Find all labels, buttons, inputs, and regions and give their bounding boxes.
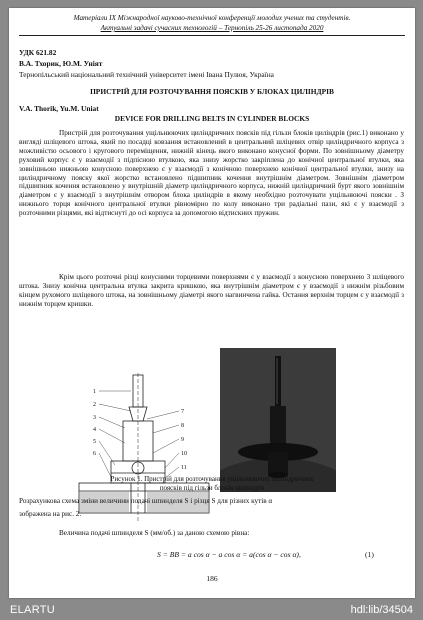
paragraph-4: Величина подачі шпинделя S (мм/об.) за даною схемою рівна:: [59, 529, 250, 537]
udk-code: УДК 621.82: [19, 48, 57, 57]
figure-label-11: 11: [181, 465, 187, 471]
figure-label-2: 2: [93, 402, 96, 408]
repository-label: ELARTU: [10, 604, 55, 616]
figure-label-7: 7: [181, 409, 184, 415]
paragraph-1: Пристрій для розточування ущільнюючих циліндричних поясків під гільзи блоків циліндрів (рис.1) виконано у вигляді шліцевого штока, який по посадці ковзання встановлений в центральний шліцевих отвір циліндричного корпуса з можливістю осьового і кругового переміщення, нижній кінець якого виконано конусної форми. По зовнішньому діаметру руховий корпус є у взаємодії з підпісною втулкою, яка знизу жорстко закріплена до конічної центральної втулки, яка зовнішньою нижньою конусною поверхнею є у взаємодії з конічною поверхнею конічної центральної втулки, знизу на циліндричному пояску якої жорстко встановлено підшипник кочення внутрішнім діаметром. Зовнішнім діаметром підшипник кочення встановлено у внутрішній діаметр циліндричного корпуса, нижній циліндричний бурт якого зовнішнім діаметром є у взаємодії з внутрішнім отвором блока циліндрів в якому необхідно розточувати ущільнюючі пояски . З нижнього торця конічного центральної втулки рівномірно по колу виконано три радіальні пази, які є у взаємодії з розточними різцями, які відтиснуті до осі корпуса за допомогою відтискних пружин.: [19, 129, 404, 218]
figure-caption-line2: поясків під гільзи блоків циліндрів: [159, 484, 265, 492]
document-page: [9, 8, 415, 598]
authors-en: V.A. Thorik, Yu.M. Uniat: [19, 104, 99, 113]
running-header-line1: Матеріали IX Міжнародної науково-технічної конференції молодих учених та студентів.: [73, 14, 351, 22]
figure-label-6: 6: [93, 451, 96, 457]
paragraph-2: Крім цього розточні різці конусними торцевими поверхнями є у взаємодії з конусною поверхнею 3 шліцевого штока. Знизу конічна центральна втулка закрита кришкою, яка внутрішнім діаметром є у взаємодії з нижнім різьбовим кінцем рухомого шліцевого штока, на зовнішньому діаметрі якого нагвинчена гайка. Остання верхнім торцем є у взаємодії з нижнім торцем кришки.: [19, 273, 404, 308]
page-number: 186: [206, 574, 218, 583]
authors-ua: В.А. Тхорик, Ю.М. Уніят: [19, 59, 103, 68]
figure-label-4: 4: [93, 427, 96, 433]
handle-id: hdl:lib/34504: [350, 604, 413, 616]
affiliation: Тернопільський національний технічний університет імені Івана Пулюя, Україна: [19, 70, 274, 79]
figure-label-3: 3: [93, 415, 96, 421]
header-rule: [19, 35, 405, 36]
figure-label-8: 8: [181, 423, 184, 429]
figure-label-9: 9: [181, 437, 184, 443]
paragraph-3b: зображена на рис. 2.: [19, 510, 82, 518]
figure-caption-line1: Рисунок 1. Пристрій для розточування ущільнюючих циліндричних: [110, 475, 314, 483]
paragraph-3: Розрахункова схема зміни величини подачі шпинделя S і різця S для різних кутів α: [19, 497, 273, 505]
title-ua: ПРИСТРІЙ ДЛЯ РОЗТОЧУВАННЯ ПОЯСКІВ У БЛОКАХ ЦИЛІНДРІВ: [90, 87, 334, 96]
figure-label-10: 10: [181, 451, 187, 457]
equation-number: (1): [365, 550, 374, 559]
title-en: DEVICE FOR DRILLING BELTS IN CYLINDER BLOCKS: [114, 114, 310, 123]
equation: S = BB = a cos α − a cos α = a(cos α − cos α),: [157, 550, 301, 559]
running-header-line2: Актуальні задачі сучасних технологій – Тернопіль 25-26 листопада 2020: [100, 24, 324, 32]
figure-label-1: 1: [93, 389, 96, 395]
figure-label-5: 5: [93, 439, 96, 445]
device-photo: [220, 348, 336, 492]
